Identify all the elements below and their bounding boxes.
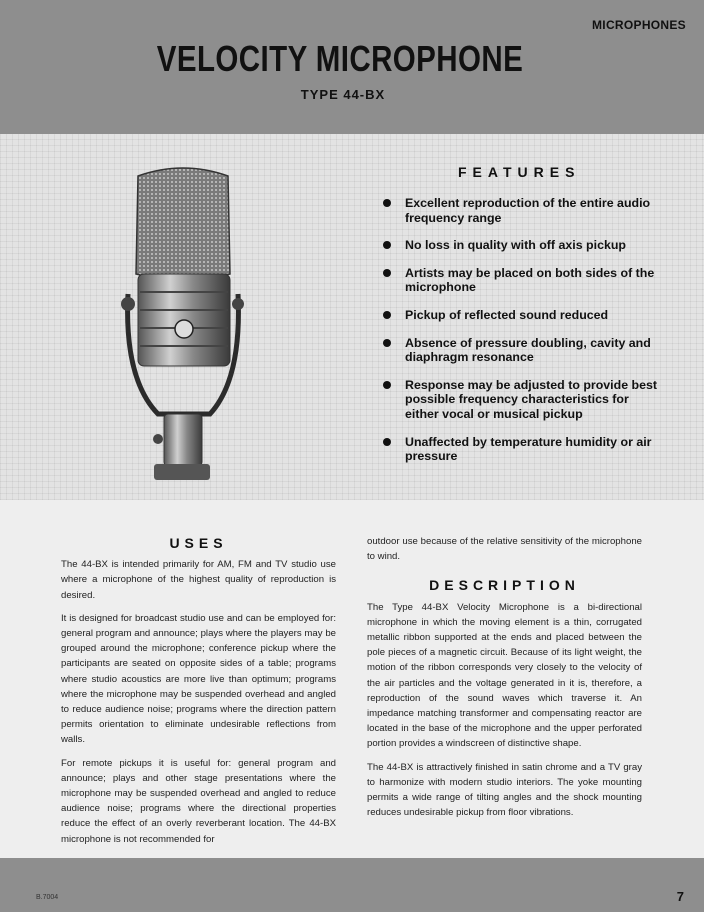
footer-band <box>0 858 704 912</box>
left-column <box>61 536 336 855</box>
body-text-area <box>0 500 704 858</box>
feature-panel <box>0 134 704 500</box>
bullet-icon <box>383 438 391 446</box>
uses-heading: USES <box>169 535 228 551</box>
description-heading: DESCRIPTION <box>429 577 580 594</box>
description-paragraph-2: The 44-BX is attractively finished in satin chrome and a TV gray to harmonize with modern studio interiors. The yoke mounting permits a wide range of tilting angles and the shock mounting reduces undesirable pickup from floor vibrations. <box>367 761 642 819</box>
bullet-icon <box>383 269 391 277</box>
page-title: VELOCITY MICROPHONE <box>156 38 524 79</box>
microphone-photo <box>118 164 248 484</box>
bullet-icon <box>383 241 391 249</box>
bullet-icon <box>383 339 391 347</box>
section-label: MICROPHONES <box>592 18 686 32</box>
uses-paragraph-3: For remote pickups it is useful for: general program and announce; plays and other stage presentations where the microphone may be suspended overhead and angled to reduce audience noise; programs where the directional properties reduce the effect of an overly reverberant location. The 44-BX microphone is not recommended for <box>61 757 336 845</box>
uses-paragraph-1: The 44-BX is intended primarily for AM, FM and TV studio use where a microphone of the highest quality of reproduction is desired. <box>61 559 336 601</box>
feature-item: Absence of pressure doubling, cavity and diaphragm resonance <box>380 336 662 365</box>
feature-item: Artists may be placed on both sides of the microphone <box>380 266 662 295</box>
feature-item: Pickup of reflected sound reduced <box>380 308 662 323</box>
features-list <box>380 196 662 477</box>
page-number: 7 <box>676 889 684 904</box>
bullet-icon <box>383 311 391 319</box>
bullet-icon <box>383 381 391 389</box>
right-column <box>367 534 642 828</box>
description-paragraph-1: The Type 44-BX Velocity Microphone is a bi-directional microphone in which the moving element is a thin, corrugated metallic ribbon supported at the ends and placed between the pole pieces of a magnetic circuit. Because of its light weight, the motion of the ribbon corresponds very closely to the velocity of the air particles and the voltage generated in it is, therefore, a reproduction of the sound waves which traverse it. An impedance matching transformer and compensating reactor are located in the base of the microphone and the upper perforated portion provides a windscreen of distinctive shape. <box>367 601 642 750</box>
bullet-icon <box>383 199 391 207</box>
feature-item: Excellent reproduction of the entire audio frequency range <box>380 196 662 225</box>
feature-item: No loss in quality with off axis pickup <box>380 238 662 253</box>
footer-code: B.7004 <box>36 894 59 901</box>
page-subtitle: TYPE 44-BX <box>300 87 386 102</box>
feature-item: Unaffected by temperature humidity or air pressure <box>380 435 662 464</box>
header-band <box>0 0 704 134</box>
uses-paragraph-3-continued: outdoor use because of the relative sensitivity of the microphone to wind. <box>367 536 642 563</box>
uses-paragraph-2: It is designed for broadcast studio use and can be employed for: general program and announce; plays where the players may be grouped around the microphone; conference pickup where the participants are seated on opposite sides of a table; programs where studio acoustics are more live than optimum; programs where the microphone may be suspended overhead and angled to reduce audience noise; programs where the direction pattern permits orientation to eliminate undesirable reflections from walls. <box>61 612 336 746</box>
feature-item: Response may be adjusted to provide best possible frequency characteristics for either vocal or musical pickup <box>380 378 662 422</box>
features-heading: FEATURES <box>458 164 581 180</box>
